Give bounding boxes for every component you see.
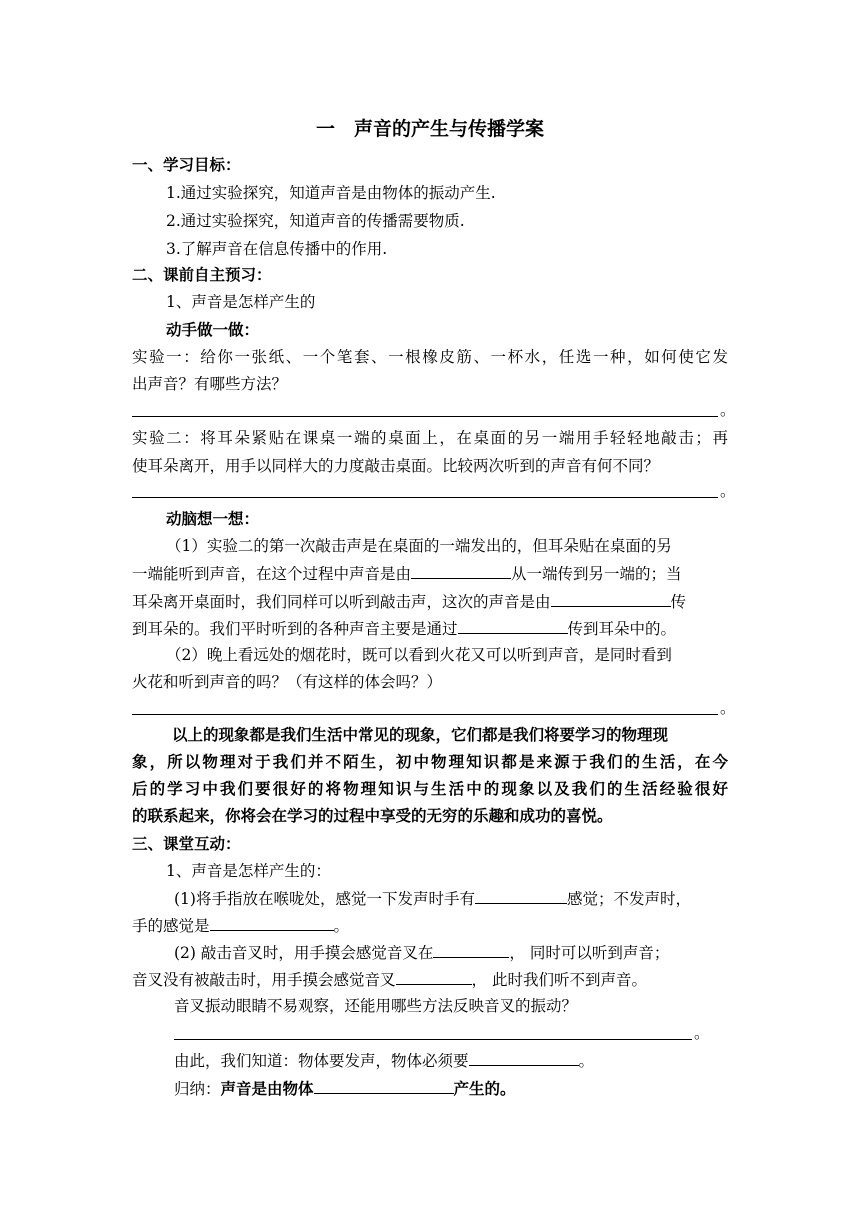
section-heading-objectives: 一、学习目标： bbox=[132, 155, 241, 174]
thinking-q1-text-cont: 耳朵离开桌面时，我们同样可以听到敲击声，这次的声音是由 传 bbox=[132, 593, 687, 611]
period-mark: 。 bbox=[720, 482, 736, 500]
fill-blank[interactable] bbox=[475, 888, 567, 904]
summary-paragraph-cont: 象，所以物理对于我们并不陌生，初中物理知识都是来源于我们的生活，在今 bbox=[132, 752, 728, 771]
fill-blank[interactable] bbox=[433, 942, 509, 958]
experiment-2-text-cont: 使耳朵离开，用手以同样大的力度敲击桌面。比较两次听到的声音有何不同？ bbox=[132, 457, 660, 475]
activity-1-text: (1)将手指放在喉咙处，感觉一下发声时手有 感觉；不发声时， bbox=[174, 890, 691, 908]
experiment-2-text: 实验二：将耳朵紧贴在课桌一端的桌面上，在桌面的另一端用手轻轻地敲击；再 bbox=[132, 429, 728, 447]
experiment-1-text: 实验一：给你一张纸、一个笔套、一根橡皮筋、一杯水，任选一种，如何使它发 bbox=[132, 348, 728, 366]
objective-item: 2.通过实验探究，知道声音的传播需要物质. bbox=[166, 212, 465, 230]
section-heading-preview: 二、课前自主预习： bbox=[132, 265, 272, 284]
thinking-q2-text: （2）晚上看远处的烟花时，既可以看到火花又可以听到声音，是同时看到 bbox=[166, 646, 672, 664]
objective-item: 1.通过实验探究，知道声音是由物体的振动产生. bbox=[166, 184, 496, 202]
conclusion-text: 归纳：声音是由物体 产生的。 bbox=[174, 1079, 516, 1098]
objective-item: 3.了解声音在信息传播中的作用. bbox=[166, 240, 388, 258]
fill-blank[interactable] bbox=[210, 915, 334, 931]
activity-2-text: (2) 敲击音叉时，用手摸会感觉音叉在 ， 同时可以听到声音； bbox=[174, 944, 670, 962]
fill-blank[interactable] bbox=[551, 591, 671, 607]
answer-line[interactable] bbox=[132, 714, 718, 715]
answer-line[interactable] bbox=[174, 1039, 692, 1040]
activity-4-text: 由此，我们知道：物体要发声，物体必须要 。 bbox=[174, 1052, 595, 1070]
experiment-1-text-cont: 出声音？有哪些方法？ bbox=[132, 375, 288, 393]
activity-1-text-cont: 手的感觉是 。 bbox=[132, 917, 350, 935]
question-text: 1、声音是怎样产生的 bbox=[166, 293, 316, 311]
summary-paragraph-cont: 的联系起来，你将会在学习的过程中享受的无穷的乐趣和成功的喜悦。 bbox=[132, 806, 613, 825]
activity-2-text-cont: 音叉没有被敲击时，用手摸会感觉音叉 ， 此时我们听不到声音。 bbox=[132, 971, 647, 989]
answer-line[interactable] bbox=[132, 416, 718, 417]
fill-blank[interactable] bbox=[411, 563, 511, 579]
thinking-q1-text-cont: 到耳朵的。我们平时听到的各种声音主要是通过 传到耳朵中的。 bbox=[132, 620, 677, 638]
thinking-q1-text-cont: 一端能听到声音，在这个过程中声音是由 从一端传到另一端的；当 bbox=[132, 565, 682, 583]
subheading-think: 动脑想一想： bbox=[166, 509, 260, 528]
page-title: 一 声音的产生与传播学案 bbox=[315, 118, 544, 140]
fill-blank[interactable] bbox=[469, 1050, 579, 1066]
summary-paragraph-cont: 后的学习中我们要很好的将物理知识与生活中的现象以及我们的生活经验很好 bbox=[132, 779, 728, 798]
period-mark: 。 bbox=[720, 401, 736, 419]
thinking-q2-text-cont: 火花和听到声音的吗？（有这样的体会吗？） bbox=[132, 673, 443, 691]
question-text: 1、声音是怎样产生的： bbox=[166, 862, 331, 880]
fill-blank[interactable] bbox=[314, 1078, 454, 1094]
thinking-q1-text: （1）实验二的第一次敲击声是在桌面的一端发出的，但耳朵贴在桌面的另 bbox=[166, 537, 672, 555]
fill-blank[interactable] bbox=[458, 618, 568, 634]
period-mark: 。 bbox=[720, 699, 736, 717]
answer-line[interactable] bbox=[132, 497, 718, 498]
subheading-hands-on: 动手做一做： bbox=[166, 320, 260, 339]
period-mark: 。 bbox=[694, 1024, 710, 1042]
section-heading-interaction: 三、课堂互动： bbox=[132, 834, 241, 853]
activity-3-text: 音叉振动眼睛不易观察，还能用哪些方法反映音叉的振动？ bbox=[174, 997, 578, 1015]
fill-blank[interactable] bbox=[396, 969, 472, 985]
summary-paragraph: 以上的现象都是我们生活中常见的现象，它们都是我们将要学习的物理现 bbox=[172, 725, 669, 744]
